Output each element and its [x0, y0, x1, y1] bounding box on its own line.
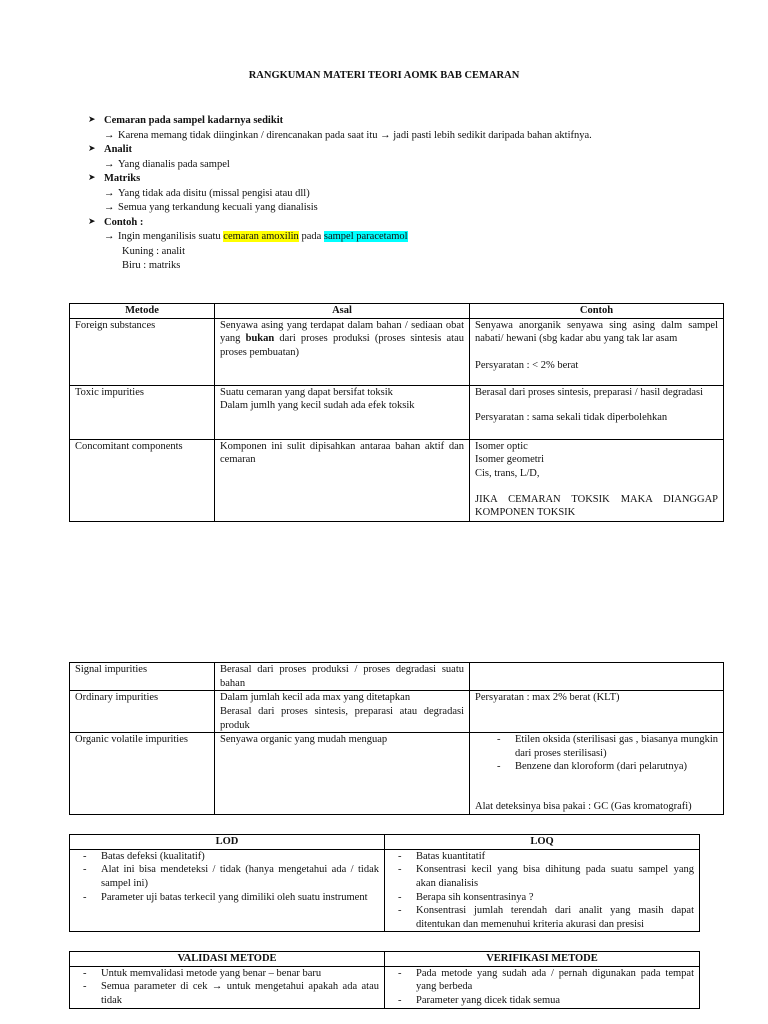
- table-row: [70, 439, 724, 521]
- bullet-heading: Analit: [104, 144, 133, 155]
- right-arrow-icon: →: [104, 129, 115, 141]
- list-item: - Semua parameter di cek → untuk mengetahui apakah ada atau tidak: [75, 980, 379, 1007]
- cell-contoh: [470, 439, 724, 521]
- highlight-analit: cemaran amoxilin: [223, 231, 299, 242]
- cell-text: Persyaratan : sama sekali tidak diperbolehkan: [475, 412, 668, 424]
- header-validasi: VALIDASI METODE: [70, 952, 385, 967]
- cell-asal: [215, 691, 470, 733]
- list-item: - Untuk memvalidasi metode yang benar – benar baru: [75, 967, 379, 981]
- cell-metode: Foreign substances: [70, 318, 215, 385]
- sub-bullet-text: Yang dianalis pada sampel: [118, 158, 230, 170]
- right-arrow-icon: →: [104, 187, 115, 199]
- header-metode: Metode: [70, 304, 215, 319]
- right-arrow-icon: →: [104, 231, 115, 242]
- right-arrow-icon: →: [104, 158, 115, 170]
- cell-loq: [385, 849, 700, 932]
- cell-text: Senyawa anorganik senyawa sing asing dalm sampel nabati/ hewani (sbg kadar abu yang tak lar asam: [475, 319, 718, 345]
- cell-metode: Toxic impurities: [70, 385, 215, 439]
- cell-text: Berasal dari proses sintesis, preparasi atau degradasi produk: [220, 705, 464, 731]
- header-lod: LOD: [70, 835, 385, 850]
- list-item: - Parameter uji batas terkecil yang dimiliki oleh suatu instrument: [75, 891, 379, 905]
- lod-loq-table: [69, 834, 700, 932]
- cell-verifikasi: [385, 966, 700, 1008]
- cell-text: Persyaratan : < 2% berat: [475, 359, 579, 371]
- cell-text: JIKA CEMARAN TOKSIK MAKA DIANGGAP KOMPONEN TOKSIK: [475, 493, 718, 519]
- arrowhead-bullet-icon: ➤: [88, 143, 96, 153]
- table-header-row: [70, 952, 700, 967]
- cell-text: Senyawa asing yang terdapat dalam bahan / sediaan obat yang: [220, 319, 464, 345]
- cell-metode: Ordinary impurities: [70, 691, 215, 733]
- cell-text: Suatu cemaran yang dapat bersifat toksik: [220, 386, 393, 398]
- sub-bullet-text: [118, 230, 408, 244]
- cell-text: Isomer geometri: [475, 454, 545, 466]
- cell-asal: Komponen ini sulit dipisahkan antaraa bahan aktif dan cemaran: [215, 439, 470, 521]
- cell-text-bold: bukan: [245, 333, 275, 345]
- sub-bullet: [88, 158, 708, 173]
- list-item: - Batas defeksi (kualitatif): [75, 850, 379, 864]
- sub-bullet: [88, 129, 708, 144]
- cell-text: Dalam jumlh yang kecil sudah ada efek toksik: [220, 400, 415, 412]
- verifikasi-list: [390, 967, 694, 1008]
- highlight-matriks: sampel paracetamol: [323, 231, 408, 242]
- header-asal: Asal: [215, 304, 470, 319]
- cell-contoh: [470, 385, 724, 439]
- sub-bullet-text: Karena memang tidak diinginkan / direncanakan pada saat itu → jadi pasti lebih sedikit daripada bahan aktifnya.: [118, 129, 592, 141]
- cell-asal: [215, 318, 470, 385]
- bullet-contoh: [88, 216, 708, 231]
- sub-bullet: [88, 230, 708, 245]
- cell-text: Dalam jumlah kecil ada max yang ditetapkan: [220, 692, 411, 704]
- bullet-matriks: [88, 172, 708, 187]
- bullet-heading: Contoh :: [104, 216, 144, 228]
- table-row: [70, 849, 700, 932]
- header-loq: LOQ: [385, 835, 700, 850]
- header-verifikasi: VERIFIKASI METODE: [385, 952, 700, 967]
- arrowhead-bullet-icon: ➤: [88, 215, 96, 226]
- list-item: - Batas kuantitatif: [390, 850, 694, 864]
- cell-contoh: [470, 318, 724, 385]
- bullet-analit: [88, 143, 708, 158]
- arrowhead-bullet-icon: ➤: [88, 172, 96, 182]
- cell-asal: Senyawa organic yang mudah menguap: [215, 733, 470, 815]
- list-item: - Konsentrasi kecil yang bisa dihitung pada suatu sampel yang akan dianalisis: [390, 863, 694, 890]
- cell-contoh: Persyaratan : max 2% berat (KLT): [470, 691, 724, 733]
- summary-bullets: [88, 114, 708, 274]
- bullet-heading: Cemaran pada sampel kadarnya sedikit: [104, 115, 284, 126]
- list-item: - Berapa sih konsentrasinya ?: [390, 891, 694, 905]
- table-row: [70, 966, 700, 1008]
- arrowhead-bullet-icon: ➤: [88, 114, 96, 124]
- list-item: - Benzene dan kloroform (dari pelarutnya): [475, 760, 718, 774]
- cell-metode: Signal impurities: [70, 663, 215, 691]
- cell-metode: Concomitant components: [70, 439, 215, 521]
- table-header-row: [70, 835, 700, 850]
- table-header-row: [70, 304, 724, 319]
- validasi-verifikasi-table: [69, 951, 700, 1009]
- list-item: - Alat ini bisa mendeteksi / tidak (hanya mengetahui ada / tidak sampel ini): [75, 863, 379, 890]
- cell-text: Berasal dari proses sintesis, preparasi / hasil degradasi: [475, 386, 704, 398]
- list-item: - Konsentrasi jumlah terendah dari analit yang masih dapat ditentukan dan memenuhui kriteria akurasi dan presisi: [390, 904, 694, 931]
- legend-kuning: Kuning : analit: [122, 245, 185, 257]
- cell-text: Cis, trans, L/D,: [475, 467, 540, 479]
- cell-asal: [215, 385, 470, 439]
- bullet-heading: Matriks: [104, 173, 141, 184]
- header-contoh: Contoh: [470, 304, 724, 319]
- sub-bullet-text: Yang tidak ada disitu (missal pengisi atau dll): [118, 187, 310, 199]
- cell-contoh: [470, 733, 724, 815]
- cell-validasi: [70, 966, 385, 1008]
- example-text: pada: [298, 231, 324, 242]
- cell-text: dari proses produksi (proses sintesis atau proses pembuatan): [220, 333, 464, 358]
- table-row: [70, 318, 724, 385]
- list-item: - Parameter yang dicek tidak semua: [390, 994, 694, 1008]
- impurities-table-1: [69, 303, 724, 522]
- bullet-cemaran: [88, 114, 708, 129]
- cell-asal: Berasal dari proses produksi / proses degradasi suatu bahan: [215, 663, 470, 691]
- list-item: - Pada metode yang sudah ada / pernah digunakan pada tempat yang berbeda: [390, 967, 694, 994]
- lod-list: [75, 850, 379, 905]
- sub-bullet: [88, 201, 708, 216]
- loq-list: [390, 850, 694, 932]
- impurities-table-2: [69, 662, 724, 815]
- sub-bullet: [88, 187, 708, 202]
- right-arrow-icon: →: [104, 202, 115, 213]
- example-text: Ingin menganilisis suatu: [118, 231, 224, 242]
- legend-biru: Biru : matriks: [122, 260, 181, 271]
- sub-bullet-text: Semua yang terkandung kecuali yang dianalisis: [118, 202, 318, 213]
- cell-text: Isomer optic: [475, 440, 528, 452]
- validasi-list: [75, 967, 379, 1008]
- cell-text: Alat deteksinya bisa pakai : GC (Gas kromatografi): [475, 801, 692, 813]
- cell-contoh: [470, 663, 724, 691]
- table-row: [70, 733, 724, 815]
- contoh-list: [475, 733, 718, 774]
- list-item: - Etilen oksida (sterilisasi gas , biasanya mungkin dari proses sterilisasi): [475, 733, 718, 760]
- table-row: [70, 663, 724, 691]
- page-title: RANGKUMAN MATERI TEORI AOMK BAB CEMARAN: [248, 70, 520, 81]
- cell-lod: [70, 849, 385, 932]
- cell-metode: Organic volatile impurities: [70, 733, 215, 815]
- table-row: [70, 691, 724, 733]
- table-row: [70, 385, 724, 439]
